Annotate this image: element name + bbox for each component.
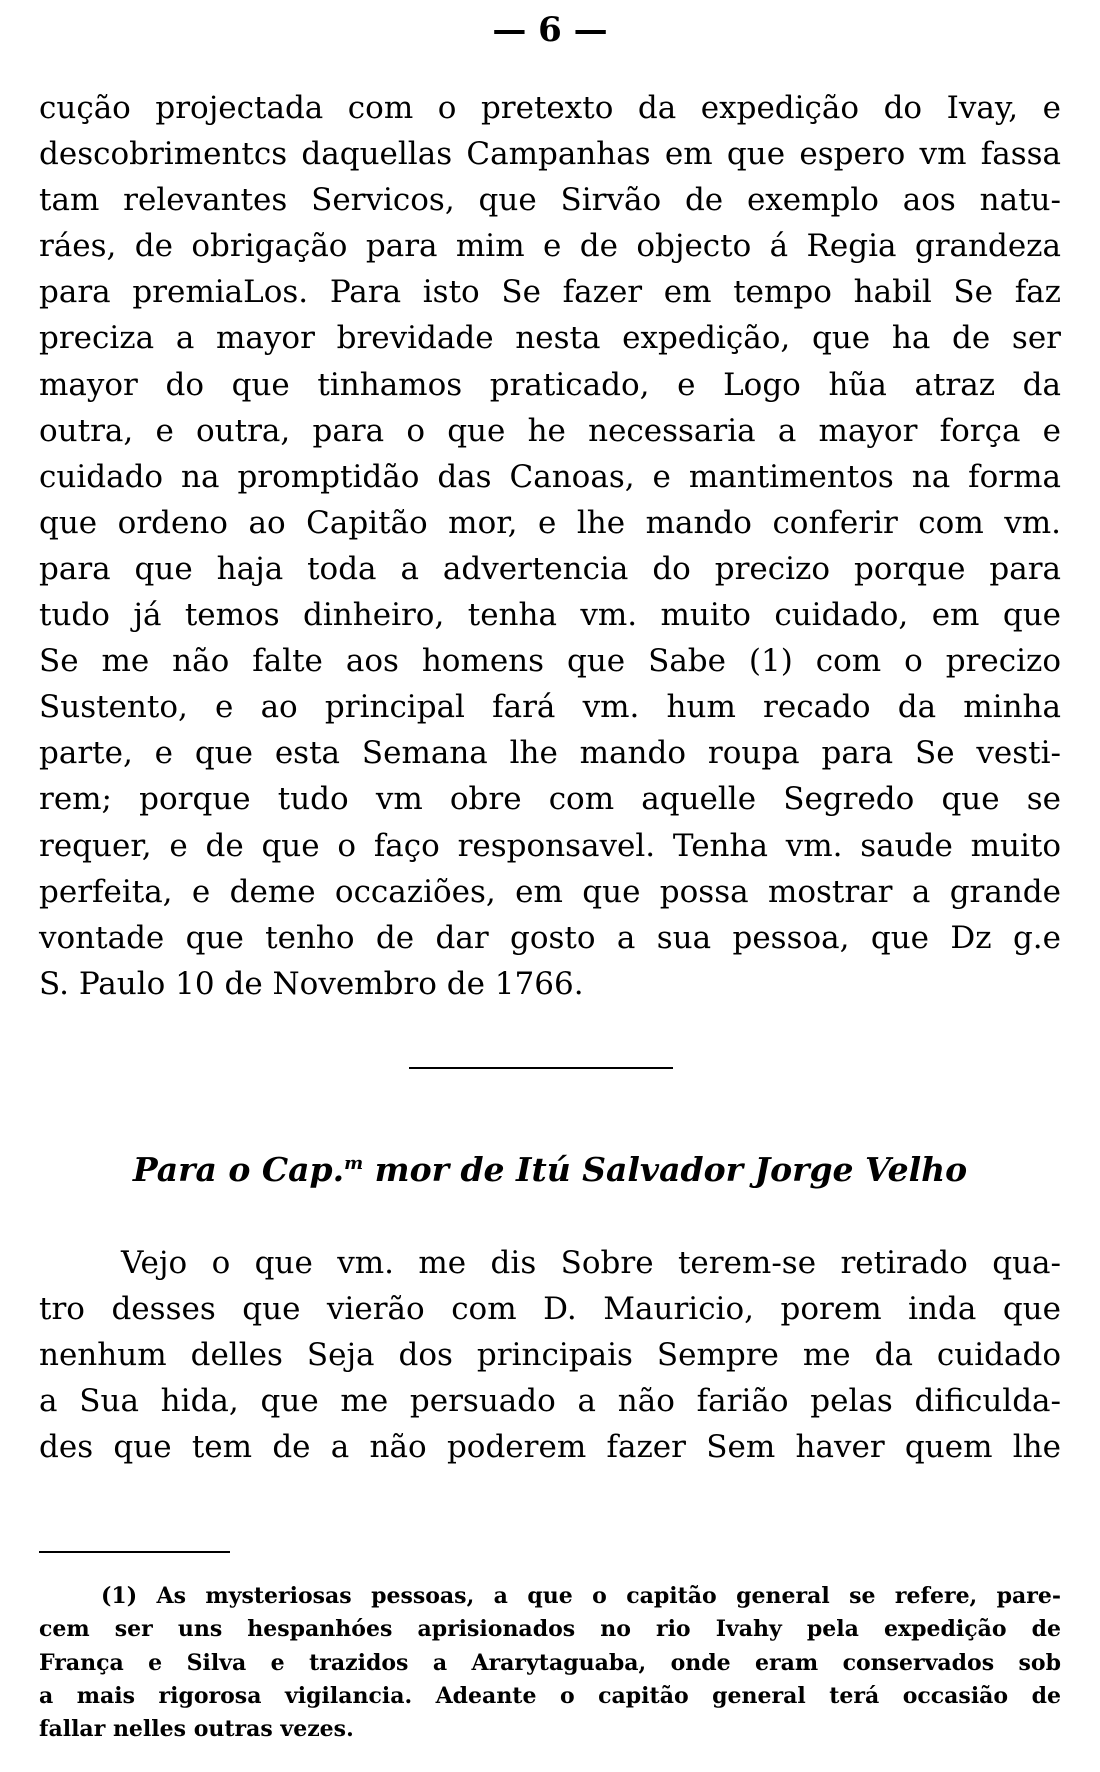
footnote xyxy=(39,1580,1061,1746)
letter-body-1 xyxy=(39,85,1061,1007)
page-number: — 6 — xyxy=(492,10,608,50)
text-line: mayor do que tinhamos praticado, e Logo hũa atraz da xyxy=(39,366,1061,403)
footnote-line: França e Silva e trazidos a Ararytaguaba, onde eram conservados sob xyxy=(39,1649,1061,1676)
footnote-line: a mais rigorosa vigilancia. Adeante o capitão general terá occasião de xyxy=(39,1682,1061,1709)
text-line: que ordeno ao Capitão mor, e lhe mando conferir com vm. xyxy=(39,504,1061,541)
text-line: ráes, de obrigação para mim e de objecto á Regia grandeza xyxy=(39,228,1061,265)
footnote-line: cem ser uns hespanhóes aprisionados no rio Ivahy pela expedição de xyxy=(39,1616,1061,1643)
text-line: cuidado na promptidão das Canoas, e mantimentos na forma xyxy=(39,458,1061,495)
text-line: cução projectada com o pretexto da expedição do Ivay, e xyxy=(39,90,1061,126)
text-line: tam relevantes Servicos, que Sirvão de exemplo aos natu- xyxy=(39,182,1061,219)
text-line: Vejo o que vm. me dis Sobre terem-se retirado qua- xyxy=(121,1245,1061,1281)
text-line: nenhum delles Seja dos principais Sempre me da cuidado xyxy=(39,1337,1061,1374)
text-line: descobrimentcs daquellas Campanhas em que espero vm fassa xyxy=(39,136,1061,173)
heading-text-before: Para o Cap. xyxy=(132,1150,345,1189)
heading-superscript: m xyxy=(344,1153,364,1174)
footnote-line: fallar nelles outras vezes. xyxy=(39,1716,354,1743)
text-line: para que haja toda a advertencia do precizo porque para xyxy=(39,550,1061,587)
text-line: vontade que tenho de dar gosto a sua pessoa, que Dz g.e xyxy=(39,919,1061,956)
text-line: S. Paulo 10 de Novembro de 1766. xyxy=(39,965,584,1002)
text-line: tudo já temos dinheiro, tenha vm. muito cuidado, em que xyxy=(39,597,1061,634)
text-line: outra, e outra, para o que he necessaria a mayor força e xyxy=(39,412,1061,449)
text-line: Se me não falte aos homens que Sabe (1) com o precizo xyxy=(39,643,1061,680)
text-line: des que tem de a não poderem fazer Sem haver quem lhe xyxy=(39,1429,1061,1466)
text-line: requer, e de que o faço responsavel. Tenha vm. saude muito xyxy=(39,827,1061,864)
letter-body-2 xyxy=(39,1240,1061,1470)
text-line: tro desses que vierão com D. Mauricio, porem inda que xyxy=(39,1291,1061,1328)
text-line: Sustento, e ao principal fará vm. hum recado da minha xyxy=(39,689,1061,726)
text-line: preciza a mayor brevidade nesta expedição, que ha de ser xyxy=(39,320,1061,357)
section-divider xyxy=(409,1067,673,1069)
letter-heading xyxy=(0,1150,1100,1189)
heading-text-after: mor de Itú Salvador Jorge Velho xyxy=(363,1150,968,1189)
text-line: perfeita, e deme occaziões, em que possa mostrar a grande xyxy=(39,873,1061,910)
footnote-divider xyxy=(39,1551,230,1553)
text-line: rem; porque tudo vm obre com aquelle Segredo que se xyxy=(39,781,1061,818)
text-line: a Sua hida, que me persuado a não farião pelas dificulda- xyxy=(39,1383,1061,1420)
footnote-line: (1) As mysteriosas pessoas, a que o capitão general se refere, pare- xyxy=(101,1583,1061,1609)
text-line: para premiaLos. Para isto Se fazer em tempo habil Se faz xyxy=(39,274,1061,311)
text-line: parte, e que esta Semana lhe mando roupa para Se vesti- xyxy=(39,735,1061,772)
